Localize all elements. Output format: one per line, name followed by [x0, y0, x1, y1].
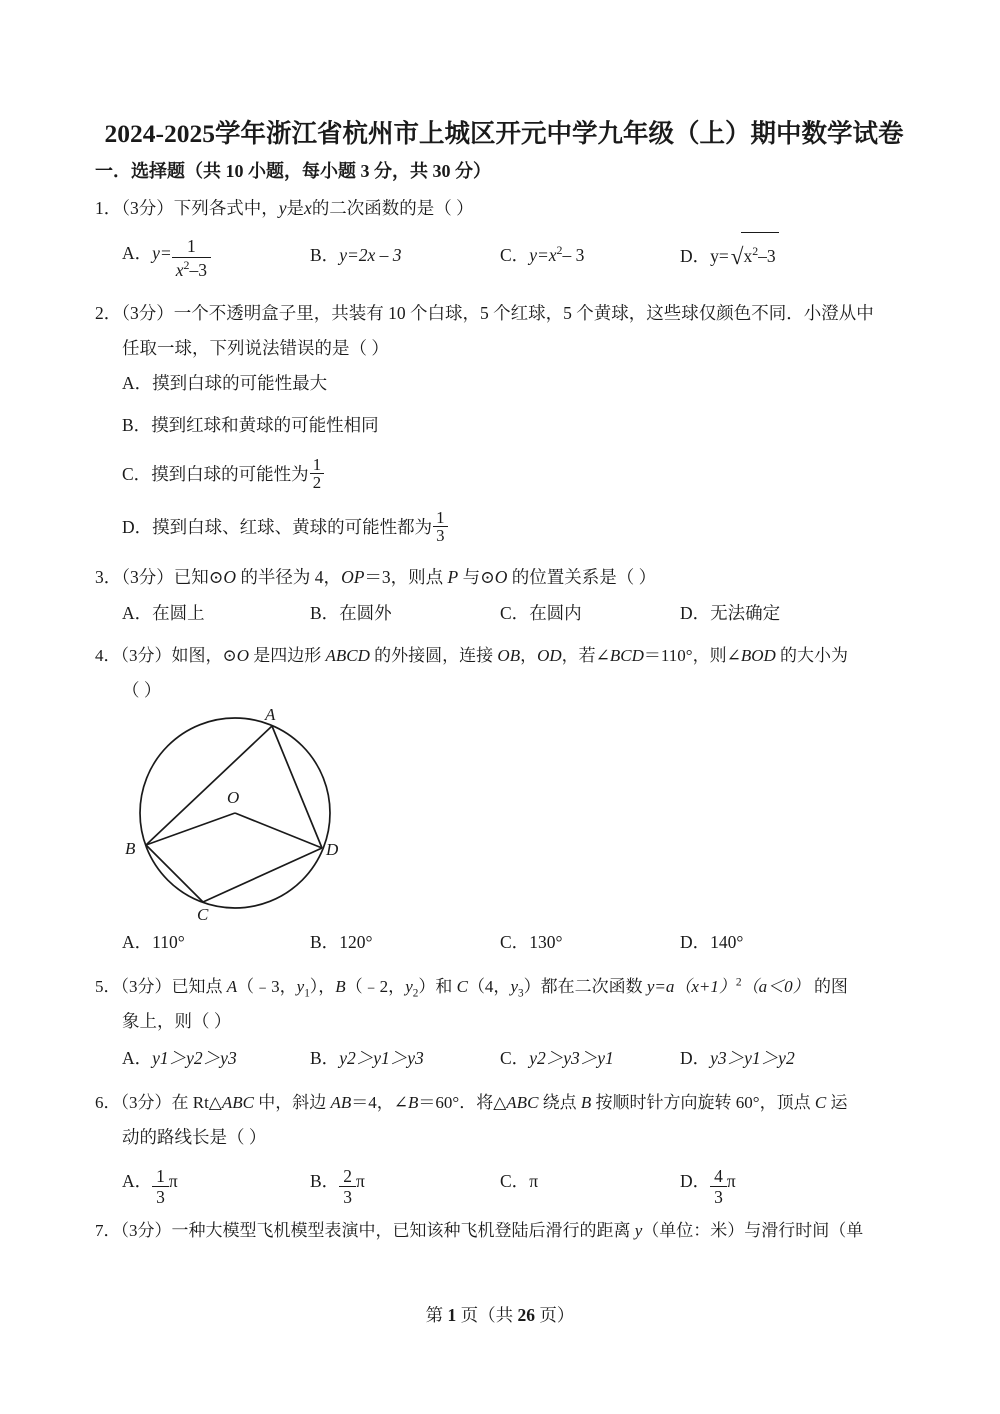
question-7 [95, 1214, 913, 1248]
option-a-numerator: 1 [186, 236, 196, 257]
option-a-pi: π [168, 1170, 178, 1191]
option-a-denominator [172, 257, 211, 280]
option-a-fraction [152, 1166, 169, 1208]
option-c-label: C． [500, 245, 530, 266]
question-5-points: （3分） [120, 976, 172, 996]
question-5-formula-exp: 2 [735, 974, 742, 988]
footer-middle: 页（共 [456, 1305, 518, 1325]
figure-label-c: C [197, 905, 209, 924]
option-b-text: y=2x – 3 [339, 245, 402, 266]
question-5-formula-cond: （a＜0） [741, 976, 810, 996]
option-c-text: 130° [529, 931, 563, 952]
question-6-line-2: 动的路线长是（ ） [122, 1126, 267, 1147]
question-6-option-b[interactable] [310, 1156, 500, 1208]
option-c-exp: 2 [556, 243, 563, 258]
question-5-p5: ）和 [418, 976, 457, 996]
question-5-p4: （﹣2， [345, 976, 406, 996]
option-d-fraction [710, 1166, 727, 1208]
question-2 [95, 296, 913, 546]
question-5-var-b: B [335, 976, 346, 996]
segment-ob [146, 813, 235, 845]
option-b-text: 摸到红球和黄球的可能性相同 [151, 414, 379, 435]
question-1-stem-mid: 是 [286, 197, 305, 218]
question-6-line-1 [95, 1086, 913, 1120]
question-4-option-d[interactable] [680, 925, 743, 960]
option-b-text: 120° [339, 931, 373, 952]
option-d-rad-exp: 2 [752, 244, 759, 259]
question-2-line-1 [95, 296, 913, 331]
question-4-var-abcd: ABCD [325, 646, 370, 666]
question-4-option-c[interactable] [500, 925, 680, 960]
figure-label-a: A [265, 708, 276, 725]
option-a-den-base: x [175, 259, 184, 280]
question-3-p4: 与⊙ [458, 566, 495, 587]
option-c-label: C． [500, 1171, 530, 1192]
question-1-option-b[interactable] [310, 233, 500, 279]
question-2-number: 2． [95, 302, 122, 323]
question-7-p1: 一种大模型飞机模型表演中，已知该种飞机登陆后滑行的距离 [171, 1220, 635, 1240]
question-4-var-bcd: BCD [609, 646, 644, 666]
option-b-label: B． [310, 245, 340, 266]
question-2-option-b[interactable] [95, 402, 913, 444]
option-d-label: D． [680, 931, 711, 952]
option-d-label: D． [122, 516, 153, 537]
question-5-p8: 的图 [809, 976, 848, 996]
question-5-option-d[interactable] [680, 1041, 795, 1076]
footer-total-pages: 26 [517, 1305, 535, 1325]
question-4-p6: ＝110°，则∠ [643, 646, 741, 666]
question-5-p3: ）， [309, 976, 336, 996]
option-d-rad-tail: –3 [758, 246, 776, 267]
question-5-formula-2: （x+1） [674, 976, 736, 996]
question-5-p1: 已知点 [171, 976, 227, 996]
question-5-y2: y [405, 976, 413, 996]
question-1-option-a[interactable] [122, 231, 310, 280]
option-b-fraction [339, 1166, 356, 1208]
question-4-p7: 的大小为 [775, 646, 849, 666]
question-1-options [95, 226, 913, 286]
option-d-text: 140° [710, 931, 744, 952]
question-1-number: 1． [95, 197, 122, 218]
section-heading: 一．选择题（共 10 小题，每小题 3 分，共 30 分） [95, 160, 491, 181]
question-1 [95, 191, 913, 286]
question-3-stem [95, 560, 913, 595]
figure-label-o: O [227, 788, 240, 808]
question-1-points: （3分） [121, 197, 174, 218]
segment-ad [272, 726, 322, 848]
question-5 [95, 970, 913, 1076]
option-b-numerator: 2 [343, 1165, 352, 1186]
option-d-fraction [433, 509, 447, 546]
question-5-number: 5． [95, 976, 121, 996]
option-b-denominator: 3 [339, 1186, 356, 1208]
question-6-var-c: C [814, 1092, 827, 1112]
page-title: 2024-2025学年浙江省杭州市上城区开元中学九年级（上）期中数学试卷 [104, 119, 904, 148]
question-4-p4: ， [520, 646, 538, 666]
question-4-figure [105, 708, 405, 923]
option-d-text: y3＞y1＞y2 [710, 1047, 795, 1068]
question-5-p2: （﹣3， [237, 976, 297, 996]
question-3-p2: 的半径为 4， [236, 566, 342, 587]
question-6-p6: 按顺时针方向旋转 60°，顶点 [591, 1092, 815, 1112]
option-d-rad-base: x [743, 246, 753, 267]
option-c-text: 摸到白球的可能性为 [151, 463, 309, 484]
question-6-points: （3分） [120, 1092, 172, 1112]
option-c-label: C． [122, 463, 152, 484]
question-4-p2: 是四边形 [249, 646, 326, 666]
option-c-label: C． [500, 603, 530, 624]
footer-prefix: 第 [425, 1305, 448, 1325]
question-6-p4: ＝60°．将△ [418, 1092, 507, 1112]
question-4-var-ob: OB [497, 646, 521, 666]
figure-label-b: B [125, 839, 136, 859]
option-a-den-tail: –3 [189, 259, 207, 280]
option-a-label: A． [122, 931, 153, 952]
option-d-denominator: 3 [433, 526, 447, 545]
question-4-p3: 的外接圆，连接 [369, 646, 498, 666]
option-d-label: D． [680, 1170, 711, 1191]
question-3-var-o1: O [223, 566, 237, 587]
option-d-radicand [741, 232, 778, 280]
question-6-option-d[interactable] [680, 1156, 736, 1208]
question-4-var-bod: BOD [740, 646, 776, 666]
question-5-option-b[interactable] [310, 1041, 500, 1076]
question-1-option-d[interactable] [680, 226, 779, 286]
question-6-p2: 中，斜边 [254, 1092, 331, 1112]
question-5-var-c: C [456, 976, 468, 996]
question-7-points: （3分） [120, 1220, 172, 1240]
option-b-label: B． [310, 603, 340, 624]
option-c-tail: – 3 [562, 245, 585, 266]
footer-suffix: 页） [535, 1305, 575, 1325]
question-6-option-a[interactable] [122, 1156, 310, 1208]
question-3-option-d[interactable] [680, 596, 780, 631]
question-5-y3: y [510, 976, 518, 996]
question-7-number: 7． [95, 1220, 121, 1240]
option-d-text: 摸到白球、红球、黄球的可能性都为 [152, 516, 433, 537]
option-a-text: y1＞y2＞y3 [152, 1047, 237, 1068]
option-b-pi: π [355, 1170, 365, 1191]
question-4-p1: 如图，⊙ [171, 646, 237, 666]
radical-icon: √ [730, 242, 744, 269]
option-a-label: A． [122, 1170, 153, 1191]
option-c-label: C． [500, 931, 530, 952]
option-a-label: A． [122, 603, 153, 624]
question-5-line-1 [95, 970, 913, 1005]
option-b-label: B． [310, 1047, 340, 1068]
question-2-option-c[interactable] [95, 444, 913, 493]
question-1-option-c[interactable] [500, 233, 680, 279]
option-c-numerator: 1 [312, 454, 322, 474]
question-5-y3-sub: 3 [517, 986, 524, 999]
question-4-number: 4． [95, 646, 121, 666]
option-a-text: 在圆上 [152, 603, 205, 624]
option-a-label: A． [122, 372, 153, 393]
option-d-numerator: 4 [714, 1165, 723, 1186]
question-3-var-p: P [447, 566, 459, 587]
question-1-var-y: y [278, 197, 287, 218]
page-content [95, 118, 913, 1250]
option-d-label: D． [680, 246, 711, 267]
option-c-pi: π [529, 1171, 539, 1192]
option-b-text: 在圆外 [339, 603, 392, 624]
question-6-var-ab: AB [330, 1092, 352, 1112]
option-d-numerator: 1 [436, 507, 445, 527]
option-a-label: A． [122, 243, 153, 264]
question-6 [95, 1086, 913, 1208]
question-6-var-b1: B [408, 1092, 419, 1112]
question-3-option-c[interactable] [500, 596, 680, 631]
question-4-line-1 [95, 639, 913, 673]
option-a-denominator: 3 [152, 1186, 169, 1208]
question-5-options [95, 1039, 913, 1075]
question-4-p5: ，若∠ [561, 646, 610, 666]
option-c-fraction [310, 456, 324, 493]
segment-ab [146, 726, 272, 845]
option-c-denominator: 2 [310, 473, 324, 492]
question-3-option-a[interactable] [122, 596, 310, 631]
question-6-var-abc: ABC [221, 1092, 254, 1112]
option-d-label: D． [680, 1047, 711, 1068]
segment-bc [146, 845, 203, 902]
question-1-stem [95, 191, 913, 226]
question-4-options [95, 923, 913, 959]
question-6-p1: 在 Rt△ [171, 1092, 222, 1112]
option-b-text: y2＞y1＞y3 [339, 1047, 424, 1068]
option-a-lhs: y= [152, 243, 172, 264]
question-3-options [95, 595, 913, 631]
question-3-number: 3． [95, 566, 122, 587]
question-7-var-y: y [634, 1220, 643, 1240]
option-b-label: B． [122, 414, 152, 435]
option-c-text: 在圆内 [529, 603, 582, 624]
question-6-option-c[interactable] [500, 1156, 680, 1207]
question-3-option-b[interactable] [310, 596, 500, 631]
option-a-den-exp: 2 [183, 258, 190, 273]
option-c-lhs: y=x [529, 245, 557, 266]
question-4 [95, 639, 913, 959]
question-2-option-a[interactable] [95, 366, 913, 402]
question-3-var-o2: O [494, 566, 508, 587]
question-7-p2: （单位：米）与滑行时间（单 [642, 1220, 864, 1240]
question-5-y1-sub: 1 [304, 986, 310, 999]
question-6-var-b2: B [580, 1092, 592, 1112]
option-d-denominator: 3 [710, 1186, 727, 1208]
question-3-points: （3分） [121, 566, 174, 587]
question-5-var-a: A [226, 976, 238, 996]
option-d-text: 无法确定 [710, 603, 781, 624]
question-5-formula-1: y=a [646, 976, 675, 996]
option-c-label: C． [500, 1047, 530, 1068]
question-5-y1: y [296, 976, 305, 996]
option-a-text: 摸到白球的可能性最大 [152, 372, 328, 393]
question-3-p3: ＝3，则点 [364, 566, 448, 587]
question-4-points: （3分） [120, 646, 172, 666]
option-a-numerator: 1 [156, 1165, 165, 1186]
question-4-var-o: O [236, 646, 250, 666]
question-6-p5: 绕点 [538, 1092, 581, 1112]
question-5-p7: ）都在二次函数 [523, 976, 647, 996]
option-a-label: A． [122, 1047, 153, 1068]
question-5-line-2: 象上，则（ ） [122, 1011, 232, 1032]
question-2-option-d[interactable] [95, 493, 913, 546]
question-7-line-1 [95, 1214, 913, 1248]
question-2-line-2: 任取一球，下列说法错误的是（ ） [122, 337, 389, 358]
question-3-var-op: OP [341, 566, 365, 587]
footer-page-number: 1 [447, 1305, 457, 1325]
question-6-var-abc2: ABC [506, 1092, 539, 1112]
question-4-var-od: OD [537, 646, 562, 666]
question-2-points: （3分） [121, 302, 174, 323]
segment-cd [203, 848, 322, 902]
question-6-number: 6． [95, 1092, 121, 1112]
question-3-p5: 的位置关系是（ ） [507, 566, 657, 587]
question-5-y2-sub: 2 [412, 986, 419, 999]
question-4-option-b[interactable] [310, 925, 500, 960]
question-3 [95, 560, 913, 631]
question-4-option-a[interactable] [122, 925, 310, 960]
question-5-option-c[interactable] [500, 1041, 680, 1076]
question-2-text-1: 一个不透明盒子里，共装有 10 个白球，5 个红球，5 个黄球，这些球仅颜色不同．小澄从中 [173, 302, 874, 323]
option-b-label: B． [310, 931, 340, 952]
question-3-p1: 已知⊙ [173, 566, 224, 587]
question-1-stem-end: 的二次函数的是（ ） [311, 197, 474, 218]
question-4-line-2: （ ） [122, 680, 162, 701]
question-6-options [95, 1155, 913, 1208]
option-d-sqrt [729, 226, 779, 286]
question-6-p7: 运 [826, 1092, 848, 1112]
option-d-label: D． [680, 603, 711, 624]
question-5-option-a[interactable] [122, 1041, 310, 1076]
question-5-p6: （4， [467, 976, 511, 996]
option-d-lhs: y= [710, 246, 729, 267]
figure-label-d: D [326, 840, 339, 860]
option-b-label: B． [310, 1170, 340, 1191]
question-1-var-x: x [304, 197, 312, 218]
circle-diagram-svg [105, 708, 405, 923]
question-6-p3: ＝4，∠ [351, 1092, 409, 1112]
page-footer [0, 1302, 1000, 1327]
question-2-options [95, 366, 913, 546]
option-a-fraction [172, 236, 211, 280]
option-a-text: 110° [152, 931, 185, 952]
question-1-stem-text: 下列各式中， [173, 197, 279, 218]
option-c-text: y2＞y3＞y1 [529, 1047, 614, 1068]
option-d-pi: π [726, 1170, 736, 1191]
